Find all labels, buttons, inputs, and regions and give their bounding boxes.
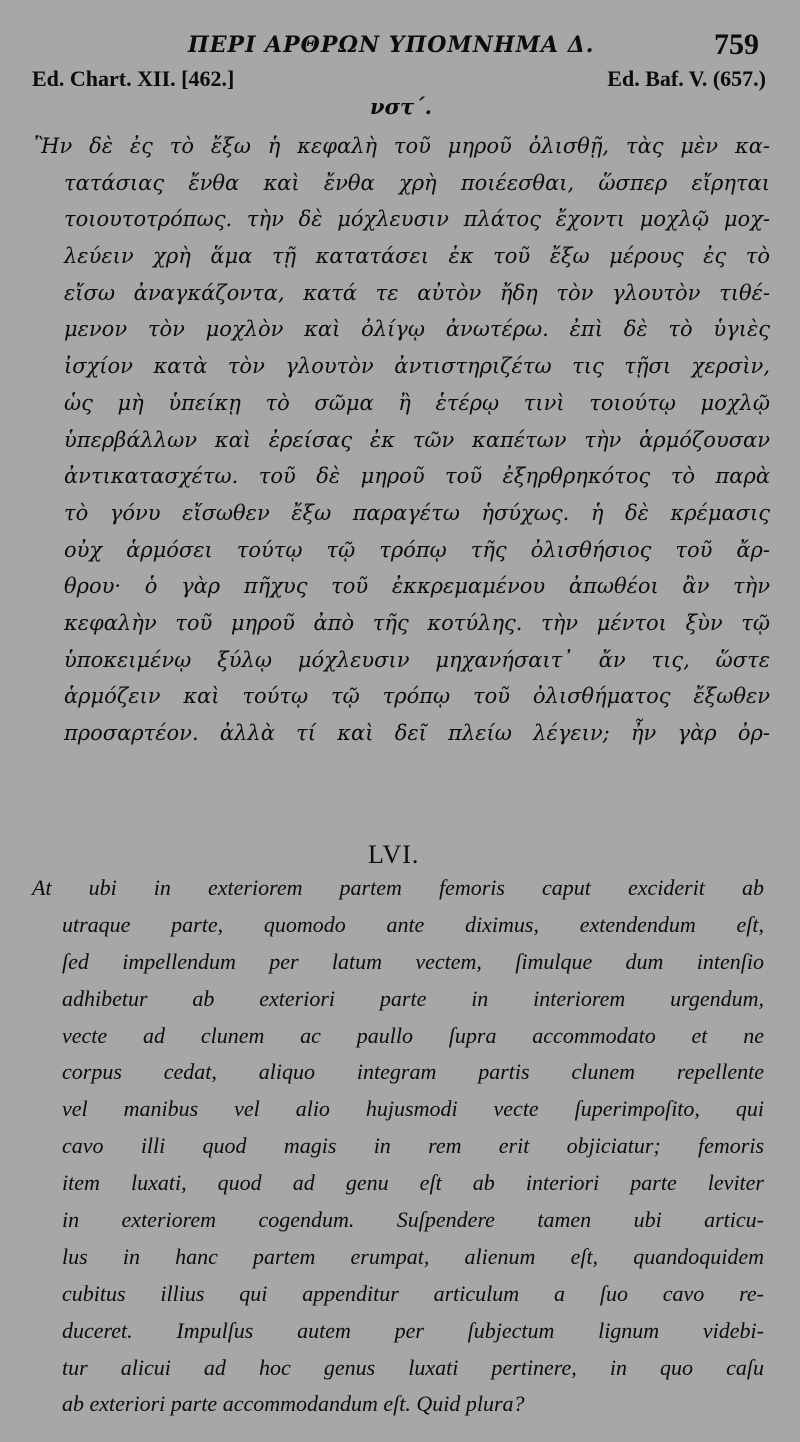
latin-section-number: LVI. <box>368 840 420 869</box>
latin-line: vecte ad clunem ac paullo ſupra accommodato et ne <box>62 1022 764 1048</box>
latin-line: ſed impellendum per latum vectem, ſimulque dum intenſio <box>62 948 764 974</box>
greek-line: ὑποκειμένῳ ξύλῳ μόχλευσιν μηχανήσαιτ᾽ ἄν τις, ὥστε <box>64 647 770 672</box>
page-number: 759 <box>714 28 759 61</box>
running-head <box>0 30 800 70</box>
latin-line: cavo illi quod magis in rem erit objiciatur; femoris <box>62 1133 764 1159</box>
greek-section-number: νστ΄. <box>370 94 432 119</box>
latin-line: corpus cedat, aliquo integram partis clunem repellente <box>62 1059 764 1085</box>
latin-line: adhibetur ab exteriori parte in interiorem urgendum, <box>62 985 764 1011</box>
edition-ref-chartier: Ed. Chart. XII. [462.] <box>32 66 235 91</box>
greek-line: ἰσχίον κατὰ τὸν γλουτὸν ἀντιστηριζέτω τις τῇσι χερσὶν, <box>64 354 770 379</box>
latin-line: lus in hanc partem erumpat, alienum eſt, quandoquidem <box>62 1243 764 1269</box>
latin-line: in exteriorem cogendum. Suſpendere tamen ubi articu- <box>62 1207 764 1233</box>
greek-line: οὐχ ἁρμόσει τούτῳ τῷ τρόπῳ τῆς ὀλισθήσιος τοῦ ἄρ- <box>64 537 770 562</box>
greek-line: Ἢν δὲ ἐς τὸ ἔξω ἡ κεφαλὴ τοῦ μηροῦ ὀλισθῇ, τὰς μὲν κα- <box>34 134 770 158</box>
greek-line: λεύειν χρὴ ἅμα τῇ κατατάσει ἐκ τοῦ ἔξω μέρους ἐς τὸ <box>64 244 770 269</box>
greek-line: τὸ γόνυ εἴσωθεν ἔξω παραγέτω ἡσύχως. ἡ δὲ κρέμασις <box>64 500 770 525</box>
greek-line: τατάσιας ἔνθα καὶ ἔνθα χρὴ ποιέεσθαι, ὥσπερ εἴρηται <box>64 170 770 195</box>
latin-line: At ubi in exteriorem partem femoris caput exciderit ab <box>32 875 764 900</box>
greek-line: προσαρτέον. ἀλλὰ τί καὶ δεῖ πλείω λέγειν; ἦν γὰρ ὀρ- <box>64 721 770 745</box>
greek-line: εἴσω ἀναγκάζοντα, κατά τε αὐτὸν ἤδη τὸν γλουτὸν τιθέ- <box>64 280 770 305</box>
greek-line: ἁρμόζειν καὶ τούτῳ τῷ τρόπῳ τοῦ ὀλισθήματος ἔξωθεν <box>64 684 770 709</box>
greek-line: θρου· ὁ γὰρ πῆχυς τοῦ ἐκκρεμαμένου ἀπωθέοι ἂν τὴν <box>64 574 770 599</box>
latin-line: duceret. Impulſus autem per ſubjectum lignum videbi- <box>62 1317 764 1343</box>
running-title: ΠΕΡΙ ΑΡΘΡΩΝ ΥΠΟΜΝΗΜΑ Δ. <box>188 32 595 58</box>
greek-line: ὡς μὴ ὑπείκῃ τὸ σῶμα ἢ ἑτέρῳ τινὶ τοιούτῳ μοχλῷ <box>64 390 770 415</box>
latin-text <box>32 870 764 1423</box>
edition-ref-basel: Ed. Baf. V. (657.) <box>607 66 766 91</box>
greek-line: μενον τὸν μοχλὸν καὶ ὀλίγῳ ἀνωτέρω. ἐπὶ δὲ τὸ ὑγιὲς <box>64 317 770 342</box>
edition-references <box>0 66 800 96</box>
latin-line: utraque parte, quomodo ante diximus, extendendum eſt, <box>62 911 764 937</box>
latin-line: cubitus illius qui appenditur articulum a ſuo cavo re- <box>62 1280 764 1306</box>
greek-line: ὑπερβάλλων καὶ ἐρείσας ἐκ τῶν καπέτων τὴν ἁρμόζουσαν <box>64 427 770 452</box>
latin-line: vel manibus vel alio hujusmodi vecte ſuperimpoſito, qui <box>62 1096 764 1122</box>
greek-line: ἀντικατασχέτω. τοῦ δὲ μηροῦ τοῦ ἐξηρθρηκότος τὸ παρὰ <box>64 464 770 489</box>
latin-line: tur alicui ad hoc genus luxati pertinere, in quo caſu <box>62 1354 764 1380</box>
greek-text <box>34 128 770 752</box>
greek-line: κεφαλὴν τοῦ μηροῦ ἀπὸ τῆς κοτύλης. τὴν μέντοι ξὺν τῷ <box>64 610 770 635</box>
latin-line: item luxati, quod ad genu eſt ab interiori parte leviter <box>62 1170 764 1196</box>
latin-line: ab exteriori parte accommodandum eſt. Quid plura? <box>62 1391 525 1417</box>
greek-line: τοιουτοτρόπως. τὴν δὲ μόχλευσιν πλάτος ἔχοντι μοχλῷ μοχ- <box>64 207 770 232</box>
